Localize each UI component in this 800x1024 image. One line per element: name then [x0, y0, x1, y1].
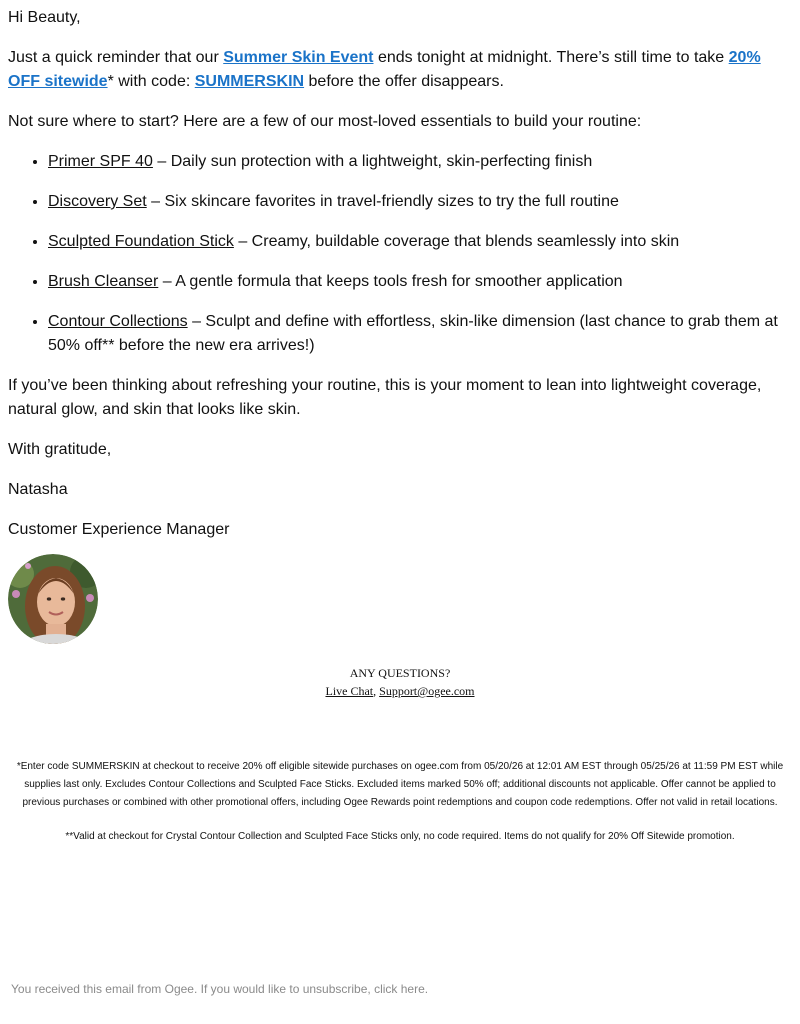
- intro-paragraph: [8, 46, 792, 94]
- intro-text: Just a quick reminder that our: [8, 49, 224, 66]
- questions-heading: ANY QUESTIONS?: [349, 666, 451, 680]
- list-item: [48, 190, 792, 214]
- signer-title: Customer Experience Manager: [8, 521, 230, 538]
- product-list: [8, 150, 792, 358]
- terms-text: *Enter code SUMMERSKIN at checkout to receive 20% off eligible sitewide purchases on ogee.com from 05/20/26 at 12:01 AM EST through 05/25/26 at 11:59 PM EST while supplies last only. Excludes Contour Collections and Sculpted Face Sticks. Excluded items marked 50% off; additional discounts not applicable. Offer cannot be applied to previous purchases or combined with other promotional offers, including Ogee Rewards point redemptions and coupon code redemptions. Offer not valid in retail locations.: [16, 761, 784, 808]
- signer-photo-icon: [8, 554, 98, 644]
- list-item: [48, 270, 792, 294]
- unsubscribe-link[interactable]: here.: [400, 982, 429, 996]
- intro-text: ends tonight at midnight. There’s still time to take: [373, 49, 729, 66]
- product-description: – A gentle formula that keeps tools fresh for smoother application: [158, 273, 623, 290]
- product-description: – Daily sun protection with a lightweight, skin-perfecting finish: [152, 153, 593, 170]
- footer-text: You received this email from Ogee. If you would like to unsubscribe, click: [11, 982, 401, 996]
- offer-link[interactable]: 20% OFF sitewide: [8, 49, 761, 90]
- unsubscribe-footer: [11, 982, 428, 996]
- contour-terms-text: **Valid at checkout for Crystal Contour Collection and Sculpted Face Sticks only, no code required. Items do not qualify for 20% Off Sitewide promotion.: [65, 831, 735, 842]
- avatar: [8, 554, 98, 644]
- live-chat-link[interactable]: Live Chat: [325, 684, 374, 698]
- product-link-foundation-stick[interactable]: Sculpted Foundation Stick: [48, 233, 234, 250]
- intro-text: before the offer disappears.: [304, 73, 504, 90]
- promo-code-link[interactable]: SUMMERSKIN: [194, 73, 305, 90]
- product-description: – Six skincare favorites in travel-friendly sizes to try the full routine: [146, 193, 619, 210]
- greeting: Hi Beauty,: [8, 9, 81, 26]
- list-item: [48, 230, 792, 254]
- contact-links: [0, 682, 800, 700]
- signoff: With gratitude,: [8, 441, 112, 458]
- product-link-contour-collections[interactable]: Contour Collections: [48, 313, 188, 330]
- list-item: [48, 310, 792, 358]
- product-description: – Creamy, buildable coverage that blends seamlessly into skin: [233, 233, 680, 250]
- intro-text: * with code:: [107, 73, 195, 90]
- lead-paragraph: Not sure where to start? Here are a few of our most-loved essentials to build your routine:: [8, 113, 642, 130]
- product-link-primer[interactable]: Primer SPF 40: [48, 153, 153, 170]
- product-link-brush-cleanser[interactable]: Brush Cleanser: [48, 273, 159, 290]
- product-description: – Sculpt and define with effortless, skin-like dimension (last chance to grab them at 50% off** before the new era arrives!): [48, 313, 778, 354]
- product-link-discovery-set[interactable]: Discovery Set: [48, 193, 147, 210]
- contact-block: [0, 664, 800, 700]
- support-email-link[interactable]: Support@ogee.com: [379, 684, 475, 698]
- summer-skin-event-link[interactable]: Summer Skin Event: [223, 49, 374, 66]
- signer-name: Natasha: [8, 481, 68, 498]
- contact-separator: ,: [373, 684, 380, 698]
- closing-paragraph: If you’ve been thinking about refreshing your routine, this is your moment to lean into lightweight coverage, natural glow, and skin that looks like skin.: [8, 377, 762, 418]
- fine-print: [14, 758, 786, 846]
- list-item: [48, 150, 792, 174]
